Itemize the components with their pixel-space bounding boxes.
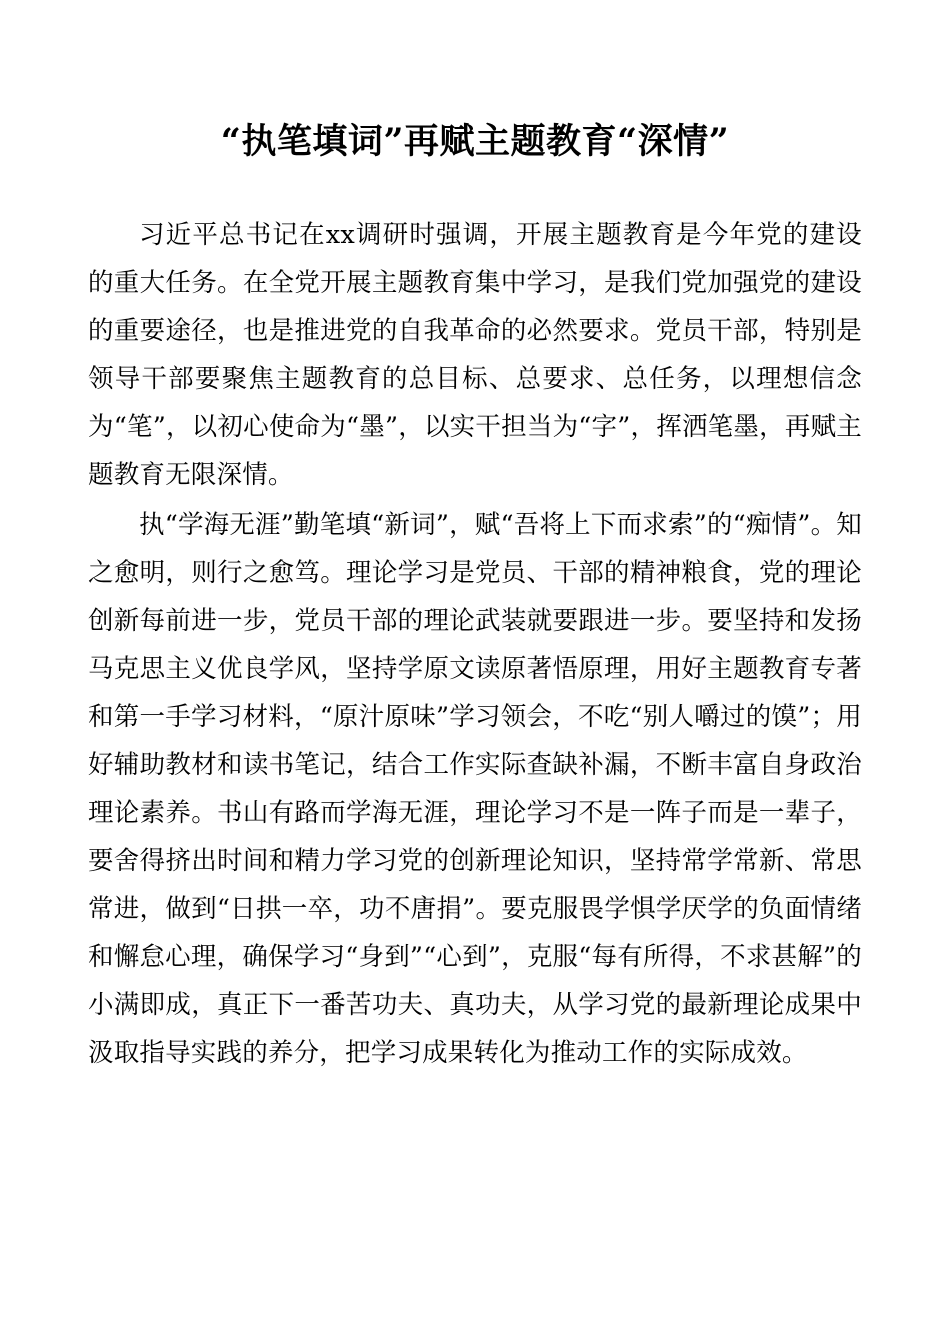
document-body: [88, 211, 862, 1077]
paragraph-2: 执“学海无涯”勤笔填“新词”，赋“吾将上下而求索”的“痴情”。知之愈明，则行之愈笃。理论学习是党员、干部的精神粮食，党的理论创新每前进一步，党员干部的理论武装就要跟进一步。要坚持和发扬马克思主义优良学风，坚持学原文读原著悟原理，用好主题教育专著和第一手学习材料，“原汁原味”学习领会，不吃“别人嚼过的馍”；用好辅助教材和读书笔记，结合工作实际查缺补漏，不断丰富自身政治理论素养。书山有路而学海无涯，理论学习不是一阵子而是一辈子，要舍得挤出时间和精力学习党的创新理论知识，坚持常学常新、常思常进，做到“日拱一卒，功不唐捐”。要克服畏学惧学厌学的负面情绪和懈怠心理，确保学习“身到”“心到”，克服“每有所得，不求甚解”的小满即成，真正下一番苦功夫、真功夫，从学习党的最新理论成果中汲取指导实践的养分，把学习成果转化为推动工作的实际成效。: [88, 510, 862, 1069]
page-title: “执笔填词”再赋主题教育“深情”: [220, 121, 730, 162]
paragraph-1: 习近平总书记在xx调研时强调，开展主题教育是今年党的建设的重大任务。在全党开展主题教育集中学习，是我们党加强党的建设的重要途径，也是推进党的自我革命的必然要求。党员干部，特别是领导干部要聚焦主题教育的总目标、总要求、总任务，以理想信念为“笔”，以初心使命为“墨”，以实干担当为“字”，挥洒笔墨，再赋主题教育无限深情。: [88, 220, 862, 491]
